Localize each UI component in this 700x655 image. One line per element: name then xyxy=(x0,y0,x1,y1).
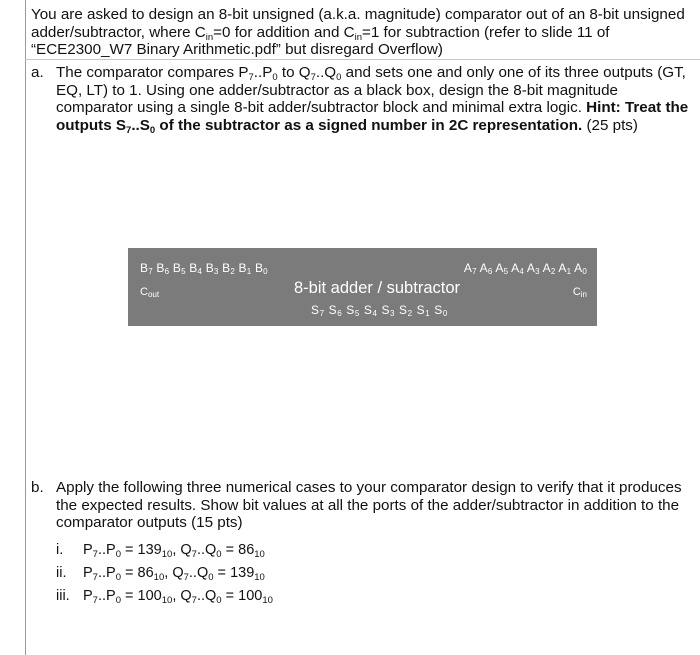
p-letter: P xyxy=(83,587,93,604)
b-input-letter: B xyxy=(140,261,149,275)
subscript: 7 xyxy=(183,571,189,583)
b-input-6 xyxy=(156,261,169,275)
subscript: 0 xyxy=(115,594,121,606)
a-input-subscript: 1 xyxy=(566,267,572,276)
comma: , xyxy=(172,541,181,558)
p-letter: P xyxy=(83,564,93,581)
range-dots: ..P xyxy=(253,64,273,81)
question-intro-text: You are asked to design an 8-bit unsigned (a.k.a. magnitude) comparator out of an 8-bit unsigned adder/subtractor, where C xyxy=(31,6,685,41)
range-dots: ..Q xyxy=(196,541,217,558)
a-input-6 xyxy=(480,261,493,275)
equals: = xyxy=(121,564,138,581)
base-subscript: 10 xyxy=(262,594,273,606)
b-input-subscript: 1 xyxy=(246,267,252,276)
adder-subtractor-block xyxy=(128,248,597,326)
part-b-marker: b. xyxy=(31,479,44,496)
b-input-subscript: 0 xyxy=(263,267,268,276)
range-dots: ..P xyxy=(97,564,116,581)
case-expression xyxy=(83,542,265,558)
base-subscript: 10 xyxy=(254,571,265,583)
part-a-marker: a. xyxy=(31,64,44,81)
p-value: 86 xyxy=(137,564,154,581)
cin-letter: C xyxy=(572,286,581,298)
s-output-letter: S xyxy=(346,303,355,317)
b-input-5 xyxy=(173,261,186,275)
s-output-subscript: 5 xyxy=(354,309,360,318)
s-output-subscript: 0 xyxy=(442,309,448,318)
range-dots-q: ..Q xyxy=(315,64,337,81)
case-item-2 xyxy=(56,561,656,584)
subscript: 0 xyxy=(336,72,342,83)
a-input-subscript: 7 xyxy=(472,267,477,276)
s-output-4 xyxy=(364,303,378,317)
b-input-letter: B xyxy=(189,261,198,275)
cout-subscript: out xyxy=(147,290,160,299)
a-input-letter: A xyxy=(463,261,473,275)
b-input-subscript: 3 xyxy=(213,267,219,276)
cin-label xyxy=(573,286,587,298)
b-input-3 xyxy=(206,261,219,275)
part-a-points: (25 pts) xyxy=(582,116,638,134)
subscript: 7 xyxy=(92,571,98,583)
case-item-3 xyxy=(56,584,656,607)
block-title: 8-bit adder / subtractor xyxy=(294,279,460,297)
hint-start: Hint: Treat the outputs S xyxy=(56,99,689,134)
a-input-subscript: 2 xyxy=(550,267,556,276)
a-input-0 xyxy=(574,261,587,275)
b-input-letter: B xyxy=(205,261,214,275)
question-mid1-text: =0 for addition and C xyxy=(213,23,355,41)
range-dots: ..Q xyxy=(188,564,209,581)
b-input-1 xyxy=(239,261,252,275)
subscript: 0 xyxy=(208,571,214,583)
b-input-letter: B xyxy=(254,261,264,275)
case-list xyxy=(56,538,656,607)
a-input-3 xyxy=(527,261,540,275)
s-output-labels xyxy=(311,303,448,317)
a-input-subscript: 0 xyxy=(582,267,587,276)
comma: , xyxy=(164,564,173,581)
s-output-0 xyxy=(434,303,448,317)
part-a-text-2: and sets one and only one of its three outputs (GT, EQ, LT) to 1. Using one adder/subtractor as a black box, design the 8-bit magnitude comparator using a single 8-bit adder/subtractor block and minimal extra logic. xyxy=(56,64,686,116)
b-input-subscript: 4 xyxy=(197,267,203,276)
p-value: 100 xyxy=(137,587,162,604)
hint-mid: ..S xyxy=(131,116,150,134)
part-a xyxy=(31,64,691,134)
case-expression xyxy=(83,565,265,581)
s-output-subscript: 2 xyxy=(407,309,413,318)
a-input-subscript: 6 xyxy=(487,267,493,276)
subscript: 0 xyxy=(216,548,222,560)
a-input-letter: A xyxy=(574,261,583,275)
s-output-1 xyxy=(417,303,431,317)
s-output-letter: S xyxy=(416,303,426,317)
equals: = xyxy=(213,564,231,581)
equals: = xyxy=(121,587,138,604)
b-input-subscript: 6 xyxy=(164,267,170,276)
s-output-3 xyxy=(381,303,395,317)
case-item-1 xyxy=(56,538,656,561)
subscript: 7 xyxy=(191,594,197,606)
a-input-5 xyxy=(495,261,508,275)
a-input-4 xyxy=(511,261,524,275)
a-input-letter: A xyxy=(495,261,504,275)
part-a-text xyxy=(56,64,691,134)
b-input-letter: B xyxy=(156,261,165,275)
subscript: 7 xyxy=(126,124,132,136)
case-number: iii. xyxy=(56,587,70,604)
s-output-letter: S xyxy=(434,303,443,317)
cin-subscript: in xyxy=(580,290,587,299)
a-input-letter: A xyxy=(479,261,488,275)
q-value: 86 xyxy=(238,541,255,558)
subscript: 0 xyxy=(115,548,121,560)
s-output-letter: S xyxy=(381,303,391,317)
b-input-2 xyxy=(222,261,235,275)
b-input-subscript: 7 xyxy=(148,267,153,276)
s-output-6 xyxy=(329,303,343,317)
base-subscript: 10 xyxy=(254,548,265,560)
hint-end: of the subtractor as a signed number in 2C representation. xyxy=(155,116,583,134)
q-value: 100 xyxy=(238,587,263,604)
b-input-labels xyxy=(140,261,268,275)
s-output-2 xyxy=(399,303,413,317)
a-input-letter: A xyxy=(558,261,567,275)
a-input-subscript: 3 xyxy=(535,267,540,276)
s-output-subscript: 4 xyxy=(372,309,378,318)
subscript: 7 xyxy=(310,72,316,83)
part-b-text: Apply the following three numerical cases to your comparator design to verify that it produces the expected results. Show bit values at all the ports of the adder/subtractor in addition to the comparator outputs (15 pts) xyxy=(56,479,682,531)
s-output-subscript: 3 xyxy=(390,309,396,318)
a-input-1 xyxy=(558,261,571,275)
b-input-letter: B xyxy=(238,261,247,275)
s-output-subscript: 6 xyxy=(337,309,343,318)
cin-subscript: in xyxy=(205,31,214,43)
equals: = xyxy=(121,541,138,558)
p-letter: P xyxy=(83,541,93,558)
equals: = xyxy=(221,541,239,558)
a-input-subscript: 5 xyxy=(503,267,509,276)
b-input-subscript: 2 xyxy=(230,267,235,276)
question-mid2-text: =1 for subtraction (refer to slide 11 of “ECE2300_W7 Binary Arithmetic.pdf” but disregard Overflow) xyxy=(31,23,610,58)
subscript: 7 xyxy=(92,548,98,560)
subscript: 0 xyxy=(216,594,222,606)
range-dots: ..P xyxy=(97,541,116,558)
a-input-letter: A xyxy=(511,261,520,275)
s-output-letter: S xyxy=(328,303,338,317)
equals: = xyxy=(221,587,239,604)
a-input-letter: A xyxy=(542,261,551,275)
q-value: 139 xyxy=(230,564,255,581)
s-output-subscript: 1 xyxy=(425,309,431,318)
q-letter: Q xyxy=(172,564,184,581)
left-margin-rule xyxy=(25,0,26,655)
s-output-letter: S xyxy=(363,303,373,317)
b-input-0 xyxy=(255,261,268,275)
part-b xyxy=(31,479,691,532)
base-subscript: 10 xyxy=(161,548,173,560)
subscript: 7 xyxy=(92,594,98,606)
case-number: i. xyxy=(56,541,64,558)
a-input-subscript: 4 xyxy=(519,267,524,276)
cout-label xyxy=(140,286,159,298)
s-output-7 xyxy=(311,303,325,317)
subscript: 0 xyxy=(149,124,156,136)
cin-subscript: in xyxy=(354,31,362,43)
part-a-text-1: The comparator compares P xyxy=(56,64,249,81)
subscript: 0 xyxy=(272,72,278,83)
range-dots: ..Q xyxy=(196,587,217,604)
s-output-letter: S xyxy=(311,303,320,317)
subscript: 7 xyxy=(248,72,254,83)
case-number: ii. xyxy=(56,564,67,581)
comma: , xyxy=(172,587,181,604)
b-input-letter: B xyxy=(172,261,182,275)
s-output-subscript: 7 xyxy=(319,309,325,318)
a-input-letter: A xyxy=(526,261,536,275)
b-input-letter: B xyxy=(222,261,231,275)
a-input-7 xyxy=(464,261,477,275)
cout-letter: C xyxy=(140,286,148,298)
b-input-7 xyxy=(140,261,153,275)
case-expression xyxy=(83,588,273,604)
subscript: 7 xyxy=(191,548,197,560)
q-letter: Q xyxy=(180,541,192,558)
b-input-4 xyxy=(189,261,202,275)
subscript: 0 xyxy=(115,571,121,583)
question-intro xyxy=(31,6,691,59)
part-a-to: to Q xyxy=(277,64,311,81)
p-value: 139 xyxy=(137,541,162,558)
s-output-letter: S xyxy=(399,303,408,317)
q-letter: Q xyxy=(180,587,192,604)
a-input-labels xyxy=(464,261,587,275)
b-input-subscript: 5 xyxy=(181,267,186,276)
s-output-5 xyxy=(346,303,360,317)
section-divider xyxy=(25,59,700,60)
base-subscript: 10 xyxy=(161,594,173,606)
base-subscript: 10 xyxy=(153,571,165,583)
a-input-2 xyxy=(543,261,556,275)
range-dots: ..P xyxy=(97,587,116,604)
